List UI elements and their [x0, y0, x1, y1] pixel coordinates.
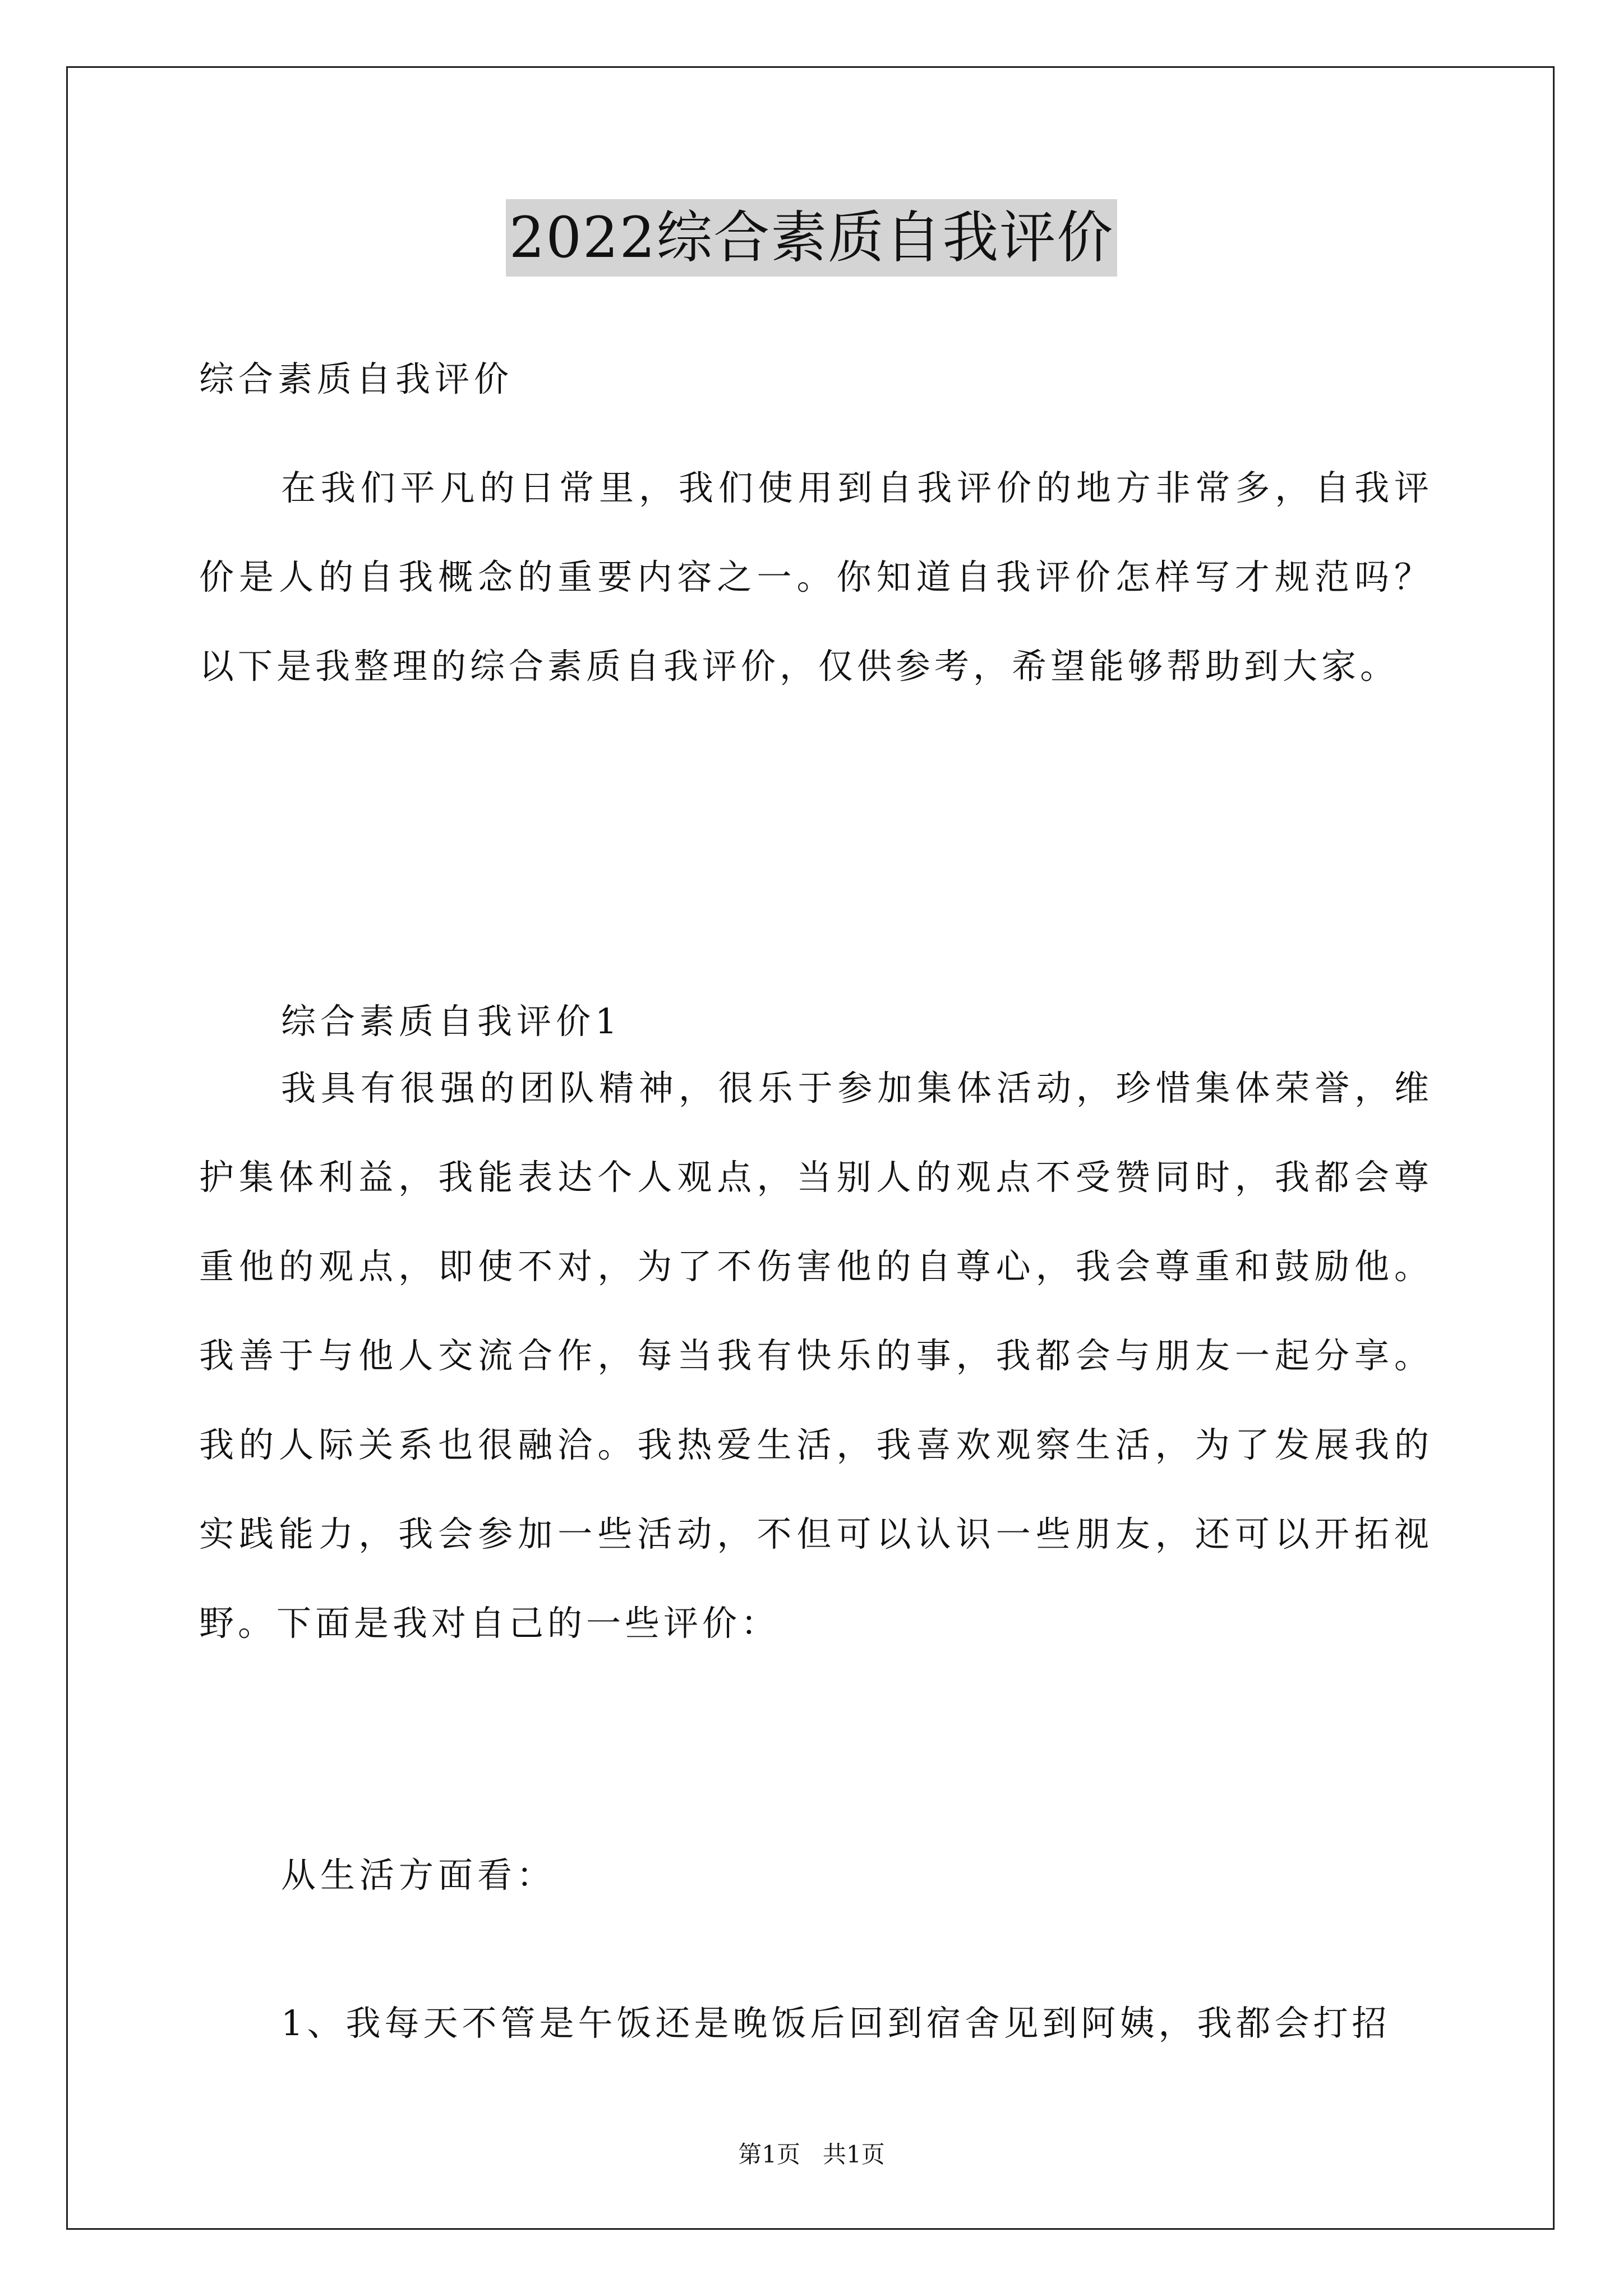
document-title: 2022综合素质自我评价	[506, 199, 1118, 277]
section-heading: 综合素质自我评价1	[281, 1001, 622, 1042]
subheading-life: 从生活方面看：	[281, 1855, 556, 1895]
intro-paragraph: 在我们平凡的日常里，我们使用到自我评价的地方非常多，自我评价是人的自我概念的重要内容之一。你知道自我评价怎样写才规范吗？以下是我整理的综合素质自我评价，仅供参考，希望能够帮助到大家。	[199, 467, 1433, 687]
section-paragraph: 我具有很强的团队精神，很乐于参加集体活动，珍惜集体荣誉，维护集体利益，我能表达个人观点，当别人的观点不受赞同时，我都会尊重他的观点，即使不对，为了不伤害他的自尊心，我会尊重和鼓励他。我善于与他人交流合作，每当我有快乐的事，我都会与朋友一起分享。我的人际关系也很融洽。我热爱生活，我喜欢观察生活，为了发展我的实践能力，我会参加一些活动，不但可以认识一些朋友，还可以开拓视野。下面是我对自己的一些评价：	[199, 1068, 1433, 1644]
title-container	[0, 199, 1623, 277]
page-footer: 第1页 共1页	[738, 2141, 885, 2168]
intro-heading: 综合素质自我评价	[199, 358, 514, 399]
list-item-1: 1、我每天不管是午饭还是晚饭后回到宿舍见到阿姨，我都会打招	[281, 2003, 1391, 2044]
